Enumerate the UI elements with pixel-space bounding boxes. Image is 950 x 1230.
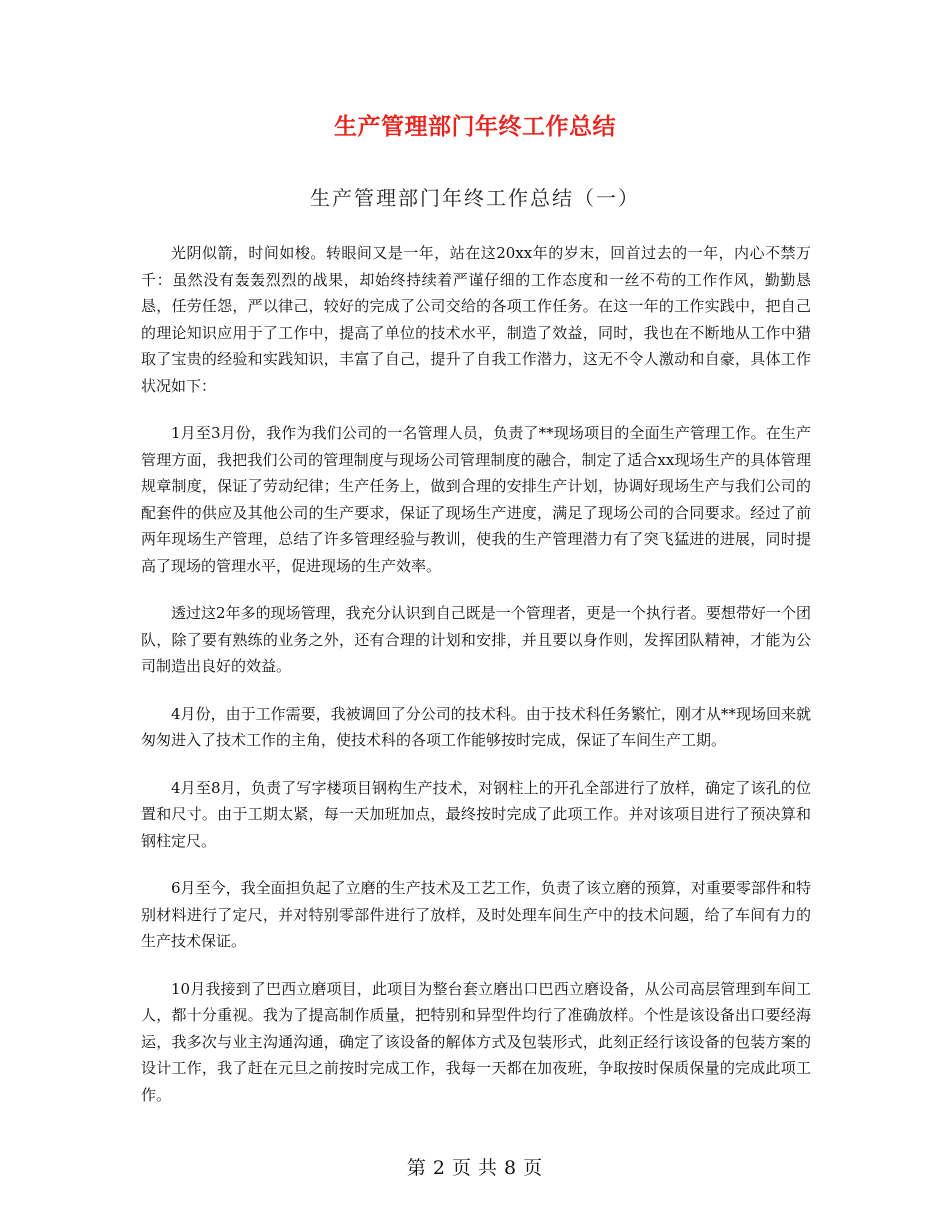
paragraph-apr-aug: 4月至8月，负责了写字楼项目钢构生产技术，对钢柱上的开孔全部进行了放样，确定了该孔的位置和尺寸。由于工期太紧，每一天加班加点，最终按时完成了此项工作。并对该项目进行了预决算和钢柱定尺。 bbox=[141, 778, 811, 850]
footer-current-page: 2 bbox=[432, 1157, 446, 1179]
footer-gong: 共 bbox=[478, 1157, 499, 1179]
page-number-footer bbox=[0, 1153, 950, 1180]
document-body bbox=[141, 240, 811, 1129]
paragraph-october: 10月我接到了巴西立磨项目，此项目为整台套立磨出口巴西立磨设备，从公司高层管理到车间工人，都十分重视。我为了提高制作质量，把特别和异型件均行了准确放样。个性是该设备出口要经海运，我多次与业主沟通沟通，确定了该设备的解体方式及包装形式，此刻正经行该设备的包装方案的设计工作，我了赶在元旦之前按时完成工作，我每一天都在加夜班，争取按时保质保量的完成此项工作。 bbox=[141, 979, 811, 1104]
paragraph-reflection: 透过这2年多的现场管理，我充分认识到自己既是一个管理者，更是一个执行者。要想带好一个团队，除了要有熟练的业务之外，还有合理的计划和安排，并且要以身作则，发挥团队精神，才能为公司制造出良好的效益。 bbox=[141, 604, 811, 675]
footer-ye-end: 页 bbox=[523, 1157, 544, 1179]
paragraph-june: 6月至今，我全面担负起了立磨的生产技术及工艺工作，负责了该立磨的预算，对重要零部件和特别材料进行了定尺，并对特别零部件进行了放样，及时处理车间生产中的技术问题，给了车间有力的生产技术保证。 bbox=[141, 879, 811, 950]
footer-ye: 页 bbox=[451, 1157, 472, 1179]
paragraph-intro: 光阴似箭，时间如梭。转眼间又是一年，站在这20xx年的岁末，回首过去的一年，内心不禁万千：虽然没有轰轰烈烈的战果，却始终持续着严谨仔细的工作态度和一丝不苟的工作作风，勤勤恳恳，任劳任怨，严以律己，较好的完成了公司交给的各项工作任务。在这一年的工作实践中，把自己的理论知识应用于了工作中，提高了单位的技术水平，制造了效益，同时，我也在不断地从工作中猎取了宝贵的经验和实践知识，丰富了自己，提升了自我工作潜力，这无不令人激动和自豪，具体工作状况如下： bbox=[141, 244, 811, 395]
footer-total-pages: 8 bbox=[504, 1157, 518, 1179]
section-subtitle: 生产管理部门年终工作总结（一） bbox=[310, 186, 640, 210]
footer-di: 第 bbox=[406, 1157, 427, 1179]
paragraph-april: 4月份，由于工作需要，我被调回了分公司的技术科。由于技术科任务繁忙，刚才从**现场回来就匆匆进入了技术工作的主角，使技术科的各项工作能够按时完成，保证了车间生产工期。 bbox=[141, 704, 811, 749]
paragraph-jan-mar: 1月至3月份，我作为我们公司的一名管理人员，负责了**现场项目的全面生产管理工作。在生产管理方面，我把我们公司的管理制度与现场公司管理制度的融合，制定了适合xx现场生产的具体管理规章制度，保证了劳动纪律；生产任务上，做到合理的安排生产计划，协调好现场生产与我们公司的配套件的供应及其他公司的生产要求，保证了现场生产进度，满足了现场公司的合同要求。经过了前两年现场生产管理，总结了许多管理经验与教训，使我的生产管理潜力有了突飞猛进的进展，同时提高了现场的管理水平，促进现场的生产效率。 bbox=[141, 424, 811, 575]
document-title: 生产管理部门年终工作总结 bbox=[334, 114, 616, 140]
